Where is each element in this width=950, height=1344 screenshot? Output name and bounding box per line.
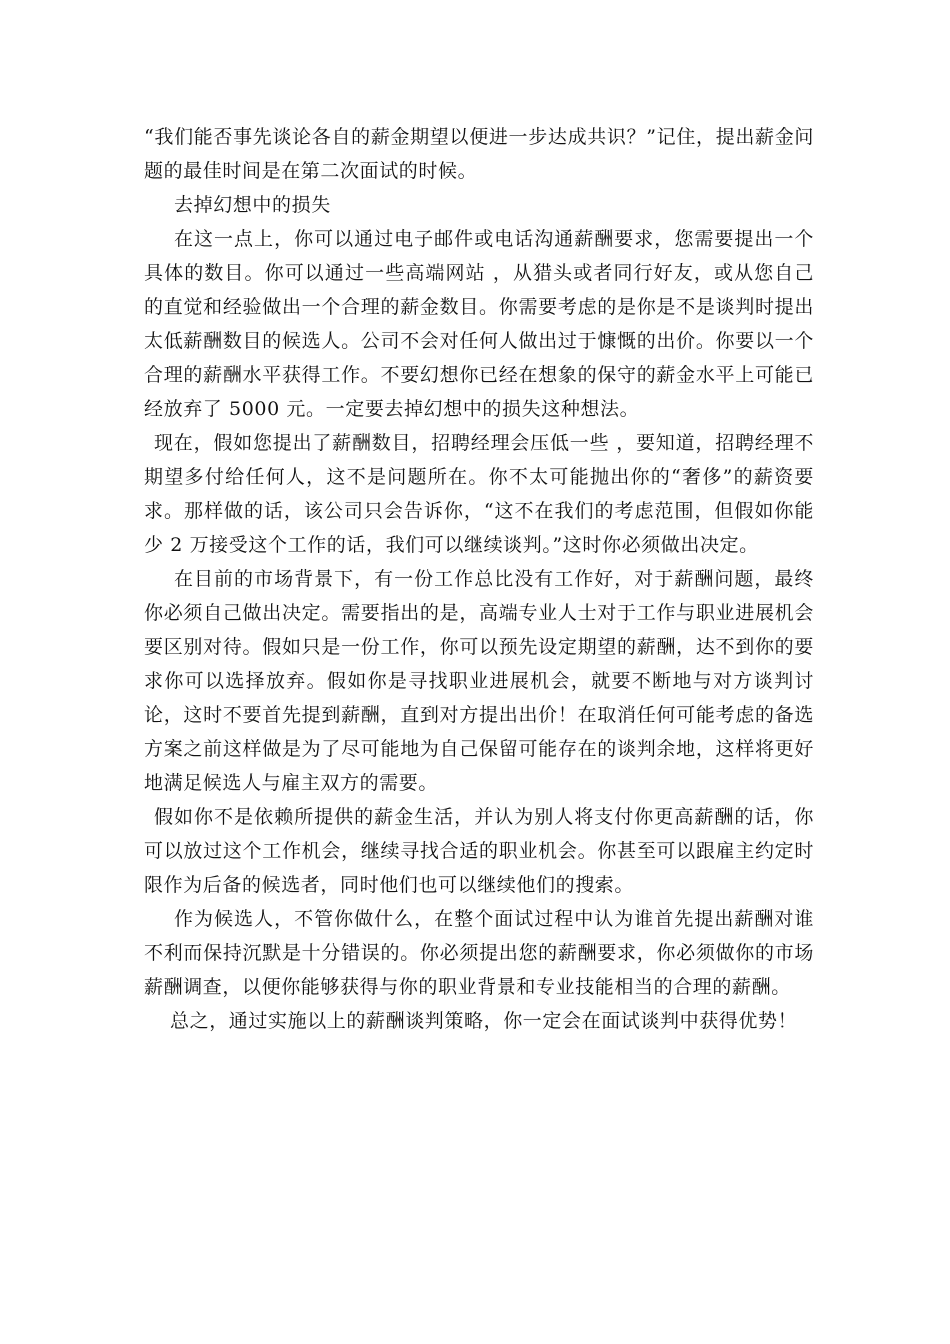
document-body — [144, 120, 814, 1038]
paragraph-market-background: 在目前的市场背景下，有一份工作总比没有工作好，对于薪酬问题，最终你必须自己做出决定。需要指出的是，高端专业人士对于工作与职业进展机会要区别对待。假如只是一份工作，你可以预先设定期望的薪酬，达不到你的要求你可以选择放弃。假如你是寻找职业进展机会，就要不断地与对方谈判讨论，这时不要首先提到薪酬，直到对方提出出价！在取消任何可能考虑的备选方案之前这样做是为了尽可能地为自己保留可能存在的谈判余地，这样将更好地满足候选人与雇主双方的需要。 — [144, 568, 814, 794]
paragraph-salary-question: “我们能否事先谈论各自的薪金期望以便进一步达成共识？”记住，提出薪金问题的最佳时间是在第二次面试的时候。 — [144, 126, 814, 182]
paragraph-specific-number: 在这一点上，你可以通过电子邮件或电话沟通薪酬要求，您需要提出一个具体的数目。你可以通过一些高端网站 ，从猎头或者同行好友，或从您自己的直觉和经验做出一个合理的薪金数目。你需要考虑的是你是不是谈判时提出太低薪酬数目的候选人。公司不会对任何人做出过于慷慨的出价。你要以一个合理的薪酬水平获得工作。不要幻想你已经在想象的保守的薪金水平上可能已经放弃了 5000 元。一定要去掉幻想中的损失这种想法。 — [144, 228, 814, 420]
paragraph-hiring-manager: 现在，假如您提出了薪酬数目，招聘经理会压低一些 ，要知道，招聘经理不期望多付给任何人，这不是问题所在。你不太可能抛出你的“奢侈”的薪资要求。那样做的话，该公司只会告诉你，“这不在我们的考虑范围，但假如你能少 2 万接受这个工作的话，我们可以继续谈判。”这时你必须做出决定。 — [144, 432, 814, 556]
section-heading: 去掉幻想中的损失 — [174, 194, 331, 216]
paragraph-alternative-options: 假如你不是依赖所提供的薪金生活，并认为别人将支付你更高薪酬的话，你可以放过这个工作机会，继续寻找合适的职业机会。你甚至可以跟雇主约定时限作为后备的候选者，同时他们也可以继续他们的搜索。 — [144, 806, 814, 896]
paragraph-candidate-advice: 作为候选人，不管你做什么，在整个面试过程中认为谁首先提出薪酬对谁不利而保持沉默是十分错误的。你必须提出您的薪酬要求，你必须做你的市场薪酬调查，以便你能够获得与你的职业背景和专业技能相当的合理的薪酬。 — [144, 908, 814, 998]
paragraph-conclusion: 总之，通过实施以上的薪酬谈判策略，你一定会在面试谈判中获得优势！ — [170, 1010, 798, 1032]
